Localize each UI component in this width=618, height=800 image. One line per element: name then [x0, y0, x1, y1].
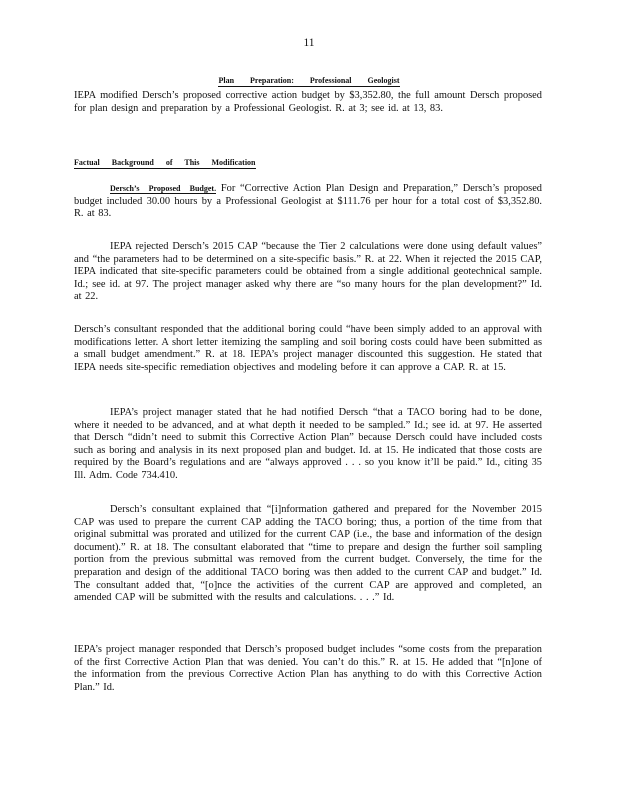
subsection-heading-text: Factual Background of This Modification [74, 158, 256, 167]
paragraph-proposed-budget-body: For “Corrective Action Plan Design and Preparation,” Dersch’s proposed budget included 30.00 hours by a Professional Geologist at $111.76 per hour for a total cost of $3,352.80. R. at 83. [74, 183, 543, 220]
paragraph-consultant-responded: Dersch’s consultant responded that the additional boring could “have been simply added to an approval with modifications letter. A short letter itemizing the sampling and soil boring costs could have been submitted as a small budget amendment.” R. at 18. IEPA’s project manager discounted this suggestion. He stated that IEPA needs site-specific remediation objectives and modeling before it can approve a CAP. R. at 15. [74, 324, 542, 373]
section-heading-text: Plan Preparation: Professional Geologist [218, 76, 400, 85]
page-number: 11 [303, 37, 315, 49]
paragraph-modification: IEPA modified Dersch’s proposed corrective action budget by $3,352.80, the full amount Dersch proposed for plan design and preparation by a Professional Geologist. R. at 3; see id. at 13, 83. [74, 90, 542, 114]
section-heading [0, 76, 618, 85]
paragraph-iepa-rejected: IEPA rejected Dersch’s 2015 CAP “because the Tier 2 calculations were done using default values” and “the parameters had to be determined on a site-specific basis.” R. at 22. When it rejected the 2015 CAP, IEPA indicated that site-specific parameters could be obtained from a single additional geotechnical sample. Id.; see id. at 97. The project manager asked why there are “so many hours for the plan development?” Id. at 22. [74, 241, 542, 303]
paragraph-project-manager-stated: IEPA’s project manager stated that he had notified Dersch “that a TACO boring had to be done, where it needed to be advanced, and at what depth it needed to be sampled.” Id.; see id. at 97. He asserted that Dersch “didn’t need to submit this Corrective Action Plan” because Dersch could have included costs such as boring and analysis in its next proposed plan and budget. Id. at 15. He indicated that those costs are required by the Board’s regulations and are “always approved . . . so you know it’ll be paid.” Id., citing 35 Ill. Adm. Code 734.410. [74, 407, 542, 481]
inline-heading: Dersch’s Proposed Budget. [110, 184, 217, 193]
subsection-heading [74, 158, 256, 167]
paragraph-manager-responded: IEPA’s project manager responded that Dersch’s proposed budget includes “some costs from the preparation of the first Corrective Action Plan that was denied. You can’t do this.” R. at 15. He added that “[n]one of the information from the previous Corrective Action Plan has anything to do with this Corrective Action Plan.” Id. [74, 644, 542, 693]
paragraph-proposed-budget [74, 183, 542, 221]
paragraph-consultant-explained: Dersch’s consultant explained that “[i]nformation gathered and prepared for the November 2015 CAP was used to prepare the current CAP adding the TACO boring; thus, a portion of the time from that original submittal was prorated and utilized for the current CAP (i.e., the base and information of the design document).” R. at 18. The consultant elaborated that “time to prepare and design the further soil sampling portion from the previous submittal was removed from the current budget. Conversely, the time for the preparation and design of the additional TACO boring was then added to the current CAP and budget.” Id. The consultant added that, “[o]nce the activities of the current CAP are approved and completed, an amended CAP will be submitted with the results and calculations. . . .” Id. [74, 504, 542, 604]
